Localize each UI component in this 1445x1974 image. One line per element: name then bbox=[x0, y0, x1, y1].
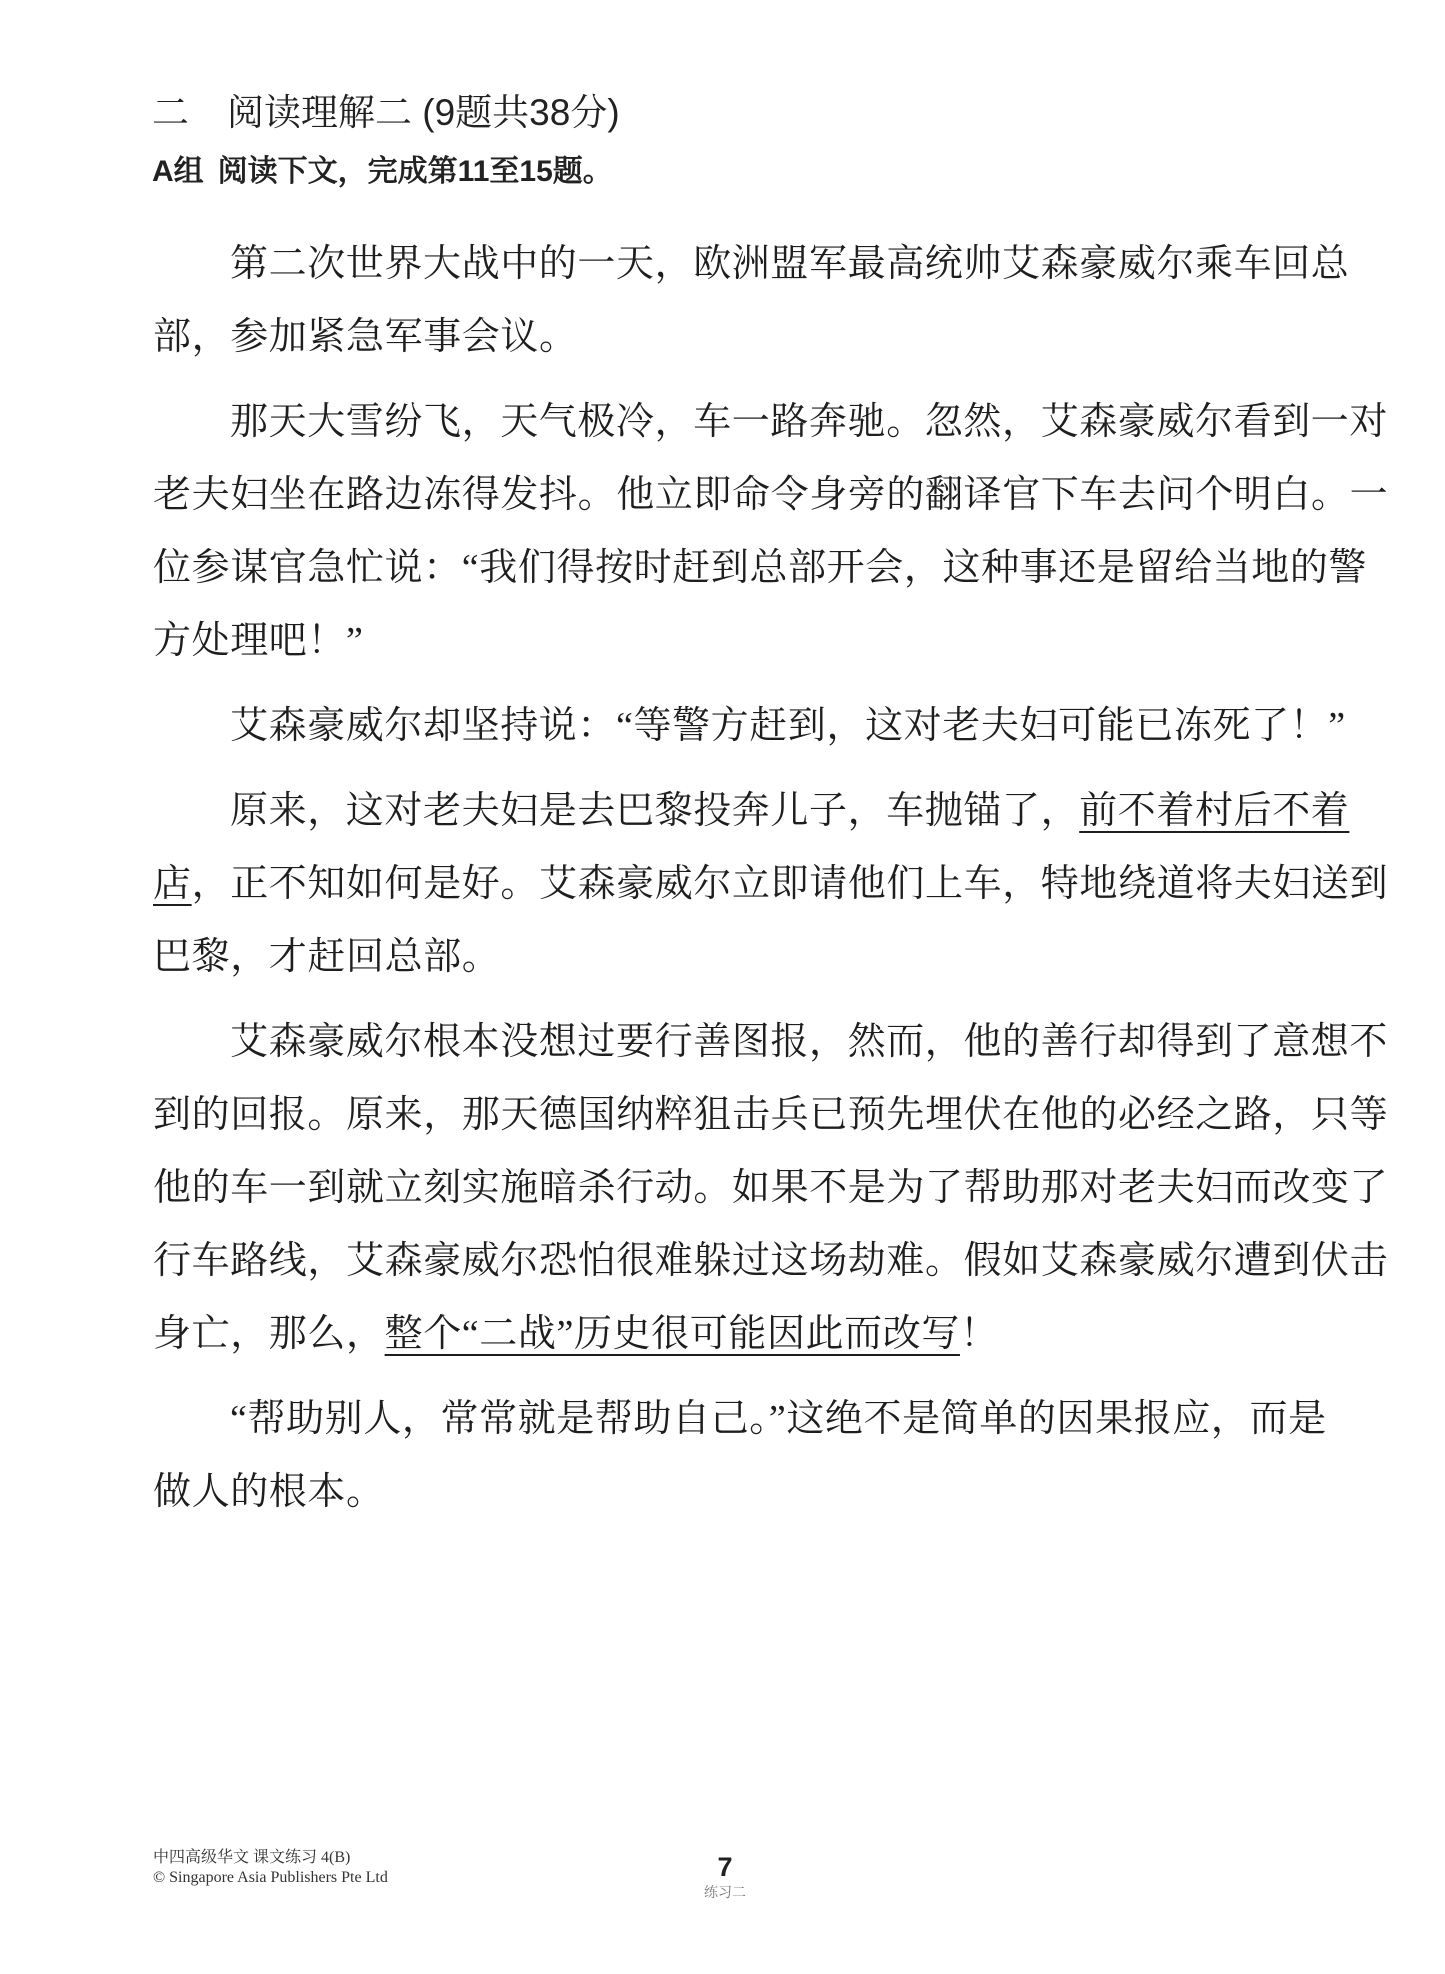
paragraph bbox=[153, 1383, 1353, 1529]
text-segment: 原来，这对老夫妇是去巴黎投奔儿子，车抛锚了， bbox=[230, 790, 1080, 832]
text-line bbox=[153, 532, 1368, 605]
text-segment: 艾森豪威尔根本没想过要行善图报，然而，他的善行却得到了意想不 bbox=[230, 1021, 1389, 1063]
text-segment: 位参谋官急忙说：“我们得按时赶到总部开会，这种事还是留给当地的警 bbox=[153, 547, 1368, 589]
text-line bbox=[153, 1079, 1389, 1152]
text-segment: 第二次世界大战中的一天，欧洲盟军最高统帅艾森豪威尔乘车回总 bbox=[230, 243, 1350, 285]
text-segment: 部，参加紧急军事会议。 bbox=[153, 316, 578, 358]
copyright: © Singapore Asia Publishers Pte Ltd bbox=[153, 1869, 388, 1886]
text-line bbox=[153, 1456, 1353, 1529]
text-line bbox=[153, 1006, 1389, 1079]
text-line bbox=[153, 228, 1353, 301]
text-line bbox=[153, 605, 1353, 678]
paragraph bbox=[153, 228, 1353, 374]
text-line bbox=[153, 459, 1389, 532]
instruction-group: A组 bbox=[152, 155, 204, 188]
text-segment: ，正不知如何是好。艾森豪威尔立即请他们上车，特地绕道将夫妇送到 bbox=[191, 863, 1389, 905]
text-line bbox=[153, 1298, 1353, 1371]
text-segment: 做人的根本。 bbox=[153, 1471, 385, 1513]
text-line bbox=[153, 775, 1353, 848]
text-segment: 艾森豪威尔却坚持说：“等警方赶到，这对老夫妇可能已冻死了！” bbox=[230, 705, 1346, 747]
instruction-text: 阅读下文，完成第11至15题。 bbox=[217, 155, 613, 188]
text-segment: “帮助别人，常常就是帮助自己。”这绝不是简单的因果报应，而是 bbox=[230, 1398, 1327, 1440]
text-segment: ！ bbox=[959, 1313, 999, 1355]
instruction bbox=[152, 152, 613, 192]
footer-page bbox=[690, 1852, 760, 1902]
underlined-phrase: 前不着村后不着 bbox=[1079, 790, 1350, 832]
section-number: 二 bbox=[152, 92, 189, 133]
text-segment: 那天大雪纷飞，天气极冷，车一路奔驰。忽然，艾森豪威尔看到一对 bbox=[230, 401, 1389, 443]
text-segment: 他的车一到就立刻实施暗杀行动。如果不是为了帮助那对老夫妇而改变了 bbox=[153, 1167, 1389, 1209]
reading-passage bbox=[153, 228, 1389, 1541]
text-segment: 老夫妇坐在路边冻得发抖。他立即命令身旁的翻译官下车去问个明白。一 bbox=[153, 474, 1389, 516]
text-segment: 行车路线，艾森豪威尔恐怕很难躲过这场劫难。假如艾森豪威尔遭到伏击 bbox=[153, 1240, 1389, 1282]
underlined-phrase: 整个“二战”历史很可能因此而改写 bbox=[384, 1313, 960, 1355]
text-line bbox=[153, 1225, 1389, 1298]
text-line bbox=[153, 690, 1353, 763]
text-segment: 巴黎，才赶回总部。 bbox=[153, 936, 501, 978]
paragraph bbox=[153, 386, 1389, 678]
text-line bbox=[153, 848, 1389, 921]
text-line bbox=[153, 1383, 1353, 1456]
text-line bbox=[153, 1152, 1389, 1225]
text-line bbox=[153, 921, 1353, 994]
footer-publication bbox=[153, 1848, 388, 1888]
underlined-phrase: 店 bbox=[153, 863, 192, 905]
text-segment: 身亡，那么， bbox=[153, 1313, 385, 1355]
section-label: 练习二 bbox=[704, 1884, 746, 1900]
section-heading bbox=[152, 90, 620, 136]
book-title: 中四高级华文 课文练习 4(B) bbox=[153, 1849, 351, 1866]
text-line bbox=[153, 386, 1389, 459]
text-segment: 方处理吧！” bbox=[153, 620, 364, 662]
section-title: 阅读理解二 (9题共38分) bbox=[227, 92, 620, 133]
text-line bbox=[153, 301, 1353, 374]
paragraph bbox=[153, 775, 1389, 994]
paragraph bbox=[153, 1006, 1389, 1371]
text-segment: 到的回报。原来，那天德国纳粹狙击兵已预先埋伏在他的必经之路，只等 bbox=[153, 1094, 1389, 1136]
page-number: 7 bbox=[717, 1852, 733, 1882]
paragraph bbox=[153, 690, 1353, 763]
